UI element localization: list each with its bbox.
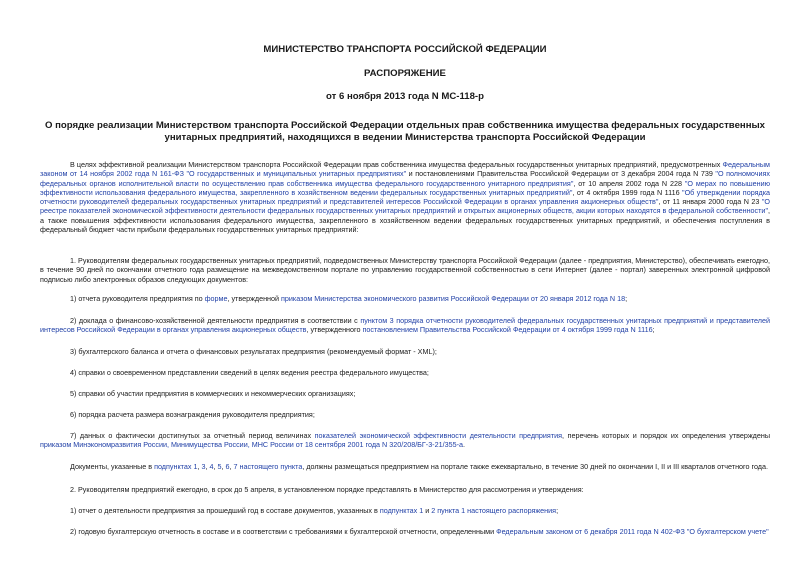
subitem-5: 5) справки об участии предприятия в коммерческих и некоммерческих организациях;: [70, 389, 356, 398]
link-subitem-5[interactable]: 5: [217, 462, 222, 471]
docs-comma: ,: [213, 462, 218, 471]
docs-comma: ,: [221, 462, 226, 471]
item-2-sub-1: [40, 506, 770, 515]
subitem-3: 3) бухгалтерского баланса и отчета о финансовых результатах предприятия (рекомендуемый формат - XML);: [70, 347, 437, 356]
link-punkt-1-2[interactable]: 2 пункта 1 настоящего распоряжения: [431, 506, 557, 515]
link-subitem-1[interactable]: подпунктах 1: [154, 462, 198, 471]
subitem-2-text-3: ;: [652, 325, 655, 335]
subitem-4: 4) справки о своевременном представлении сведений в целях ведения реестра федерального имущества;: [70, 368, 429, 377]
intro-text-2: и постановлениями Правительства Российской Федерации от 3 декабря 2004 года N 739: [406, 169, 716, 179]
document-title: О порядке реализации Министерством транспорта Российской Федерации отдельных прав собственника имущества федеральных государственных унитарных предприятий, находящихся в ведении Министерства транспорта Российской Федерации: [44, 120, 766, 143]
docs-text-2: , должны размещаться предприятием на портале также ежеквартально, в течение 30 дней по окончании I, II и III кварталов отчетного года.: [302, 462, 768, 471]
subitem-6: 6) порядка расчета размера вознаграждения руководителя предприятия;: [70, 410, 315, 419]
item-2-sub-1-text-3: ;: [556, 506, 559, 515]
link-pokazateli[interactable]: показателей экономической эффективности деятельности предприятия: [314, 431, 563, 440]
link-prikaz-18[interactable]: приказом Министерства экономического развития Российской Федерации от 20 января 2012 года N 18: [281, 294, 626, 303]
subitem-1: [40, 294, 770, 303]
item-2-sub-2-text-1: 2) годовую бухгалтерскую отчетность в составе и в соответствии с требованиями к бухгалтерской отчетности, определенными: [70, 527, 497, 536]
item-1: 1. Руководителям федеральных государственных унитарных предприятий, подведомственных Министерству транспорта Российской Федерации (далее - предприятия, Министерство), обеспечивать ежегодно, в течение 90 дней по окончании отчетного года размещение на межведомственном портале по управлению государственной собственностью в сети Интернет (далее - портал) заверенных электронной цифровой подписью либо электронных образов следующих документов:: [40, 256, 770, 284]
link-subitem-4[interactable]: 4: [209, 462, 214, 471]
link-postanovlenie-228[interactable]: "О мерах по повышению эффективности использования федерального имущества, закрепленного в хозяйственном ведении федеральных государственных унитарных предприятий": [40, 178, 770, 197]
link-punkt-3-poryadka[interactable]: пунктом 3 порядка отчетности руководителей федеральных государственных унитарных предприятий и представителей интересов Российской Федерации в органах управления акционерных обществ: [40, 316, 770, 335]
intro-text-4: , от 4 октября 1999 года N 1116: [572, 187, 683, 197]
intro-text-5: , от 11 января 2000 года N 23: [658, 197, 762, 207]
ministry-heading: МИНИСТЕРСТВО ТРАНСПОРТА РОССИЙСКОЙ ФЕДЕРАЦИИ: [263, 44, 547, 55]
subitem-7-text-1: 7) данных о фактически достигнутых за отчетный период величинах: [70, 431, 315, 440]
subitem-2: [40, 316, 770, 335]
link-form[interactable]: форме: [204, 294, 228, 303]
item-2: 2. Руководителям предприятий ежегодно, в срок до 5 апреля, в установленном порядке представлять в Министерство для рассмотрения и утверждения:: [70, 485, 584, 494]
link-postanovlenie-23[interactable]: "О реестре показателей экономической эффективности деятельности федеральных государственных унитарных предприятий и открытых акционерных обществ, акции которых находятся в федеральной собственности": [40, 197, 770, 216]
link-subitem-7[interactable]: 7 настоящего пункта: [233, 462, 303, 471]
item-2-sub-1-text-2: и: [423, 506, 432, 515]
link-postanovlenie-1116-b[interactable]: постановлением Правительства Российской Федерации от 4 октября 1999 года N 1116: [362, 325, 653, 335]
subitem-2-text-2: , утвержденного: [306, 325, 363, 335]
docs-comma: ,: [229, 462, 234, 471]
docs-comma: ,: [197, 462, 202, 471]
item-2-sub-2: [40, 527, 770, 536]
subitem-7-text-2: , перечень которых и порядок их определения утверждены: [562, 431, 771, 440]
link-subitems-1[interactable]: подпунктах 1: [379, 506, 424, 515]
item-2-sub-1-text-1: 1) отчет о деятельности предприятия за прошедший год в составе документов, указанных в: [70, 506, 380, 515]
doc-type-heading: РАСПОРЯЖЕНИЕ: [364, 68, 446, 79]
intro-text-1: В целях эффективной реализации Министерством транспорта Российской Федерации прав собственника имущества федеральных государственных унитарных предприятий, предусмотренных: [70, 160, 723, 169]
documents-paragraph: [40, 462, 770, 471]
link-postanovlenie-739[interactable]: "О полномочиях федеральных органов исполнительной власти по осуществлению прав собственника имущества федерального государственного унитарного предприятия": [40, 169, 770, 188]
subitem-1-text-1: 1) отчета руководителя предприятия по: [70, 294, 205, 303]
link-subitem-6[interactable]: 6: [225, 462, 230, 471]
link-subitem-3[interactable]: 3: [201, 462, 206, 471]
subitem-2-text-1: 2) доклада о финансово-хозяйственной деятельности предприятия в соответствии с: [70, 316, 361, 325]
date-number-heading: от 6 ноября 2013 года N МС-118-р: [326, 91, 484, 102]
link-prikaz-320[interactable]: приказом Минэкономразвития России, Минимущества России, МНС России от 18 сентября 2001 года N 320/208/БГ-3-21/355-а: [40, 440, 463, 450]
intro-text-6: , а также повышения эффективности использования федерального имущества, закрепленного в хозяйственном ведении федеральных государственных унитарных предприятий, и обеспечения поступления в федеральный бюджет части прибыли федеральных государственных унитарных предприятий:: [40, 206, 770, 235]
docs-text-1: Документы, указанные в: [70, 462, 155, 471]
subitem-7: [40, 431, 770, 450]
intro-text-3: , от 10 апреля 2002 года N 228: [573, 178, 685, 188]
link-federal-law-402[interactable]: Федеральным законом от 6 декабря 2011 года N 402-ФЗ "О бухгалтерском учете": [496, 527, 769, 536]
intro-paragraph: [40, 160, 770, 234]
subitem-1-text-3: ;: [625, 294, 628, 303]
link-federal-law-161[interactable]: Федеральным законом от 14 ноября 2002 года N 161-ФЗ "О государственных и муниципальных унитарных предприятиях": [40, 160, 770, 179]
docs-comma: ,: [205, 462, 210, 471]
subitem-7-text-3: .: [462, 440, 465, 450]
subitem-1-text-2: , утвержденной: [227, 294, 282, 303]
link-postanovlenie-1116[interactable]: "Об утверждении порядка отчетности руководителей федеральных государственных унитарных предприятий и представителей интересов Российской Федерации в органах управления акционерных обществ": [40, 187, 770, 207]
